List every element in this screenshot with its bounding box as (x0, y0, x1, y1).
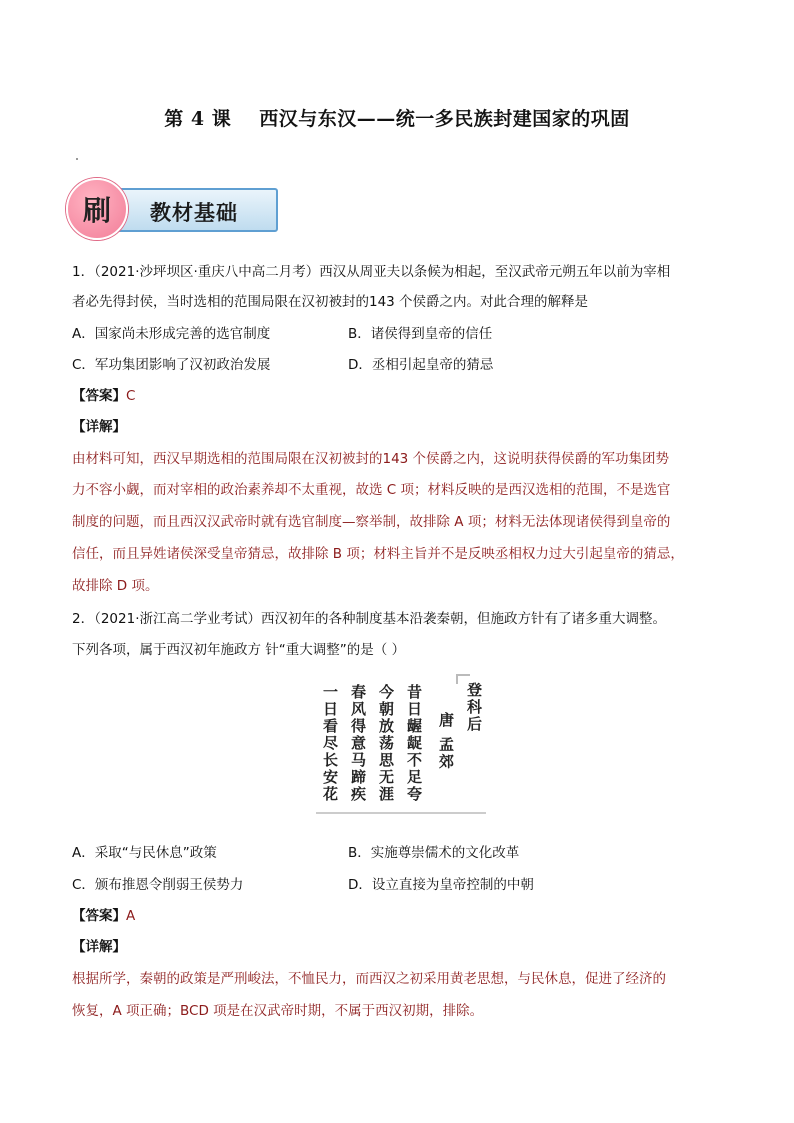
q2-option-c: C．颁布推恩令削弱王侯势力 (72, 877, 244, 893)
q2-stem-line2: 下列各项，属于西汉初年施政方 针“重大调整”的是（ ） (72, 642, 406, 658)
poem-line3: 春风得意马蹄疾 (349, 684, 367, 803)
q2-option-a: A．采取“与民休息”政策 (72, 845, 217, 861)
poem-author: 唐 孟郊 (437, 712, 455, 771)
q1-stem-line2: 者必先得封侯，当时选相的范围局限在汉初被封的143 个侯爵之内。对此合理的解释是 (72, 294, 589, 310)
stray-dot (76, 158, 78, 160)
q1-answer-label: 【答案】 (72, 388, 126, 404)
q1-detail-line4: 信任，而且异姓诸侯深受皇帝猜忌，故排除 B 项；材料主旨并不是反映丞相权力过大引起皇帝的猜忌， (72, 546, 684, 562)
page-title (0, 104, 794, 131)
poem-title: 登科后 (465, 682, 483, 733)
q2-stem-line1: 2．（2021·浙江高二学业考试）西汉初年的各种制度基本沿袭秦朝，但施政方针有了诸多重大调整。 (72, 611, 666, 627)
q1-detail-label: 【详解】 (72, 419, 126, 435)
lesson-topic: 西汉与东汉——统一多民族封建国家的巩固 (259, 108, 630, 130)
q1-option-d: D．丞相引起皇帝的猜忌 (348, 357, 494, 373)
badge-text: 刷 (82, 194, 111, 227)
q2-option-b: B．实施尊崇儒术的文化改革 (348, 845, 520, 861)
poem-line4: 一日看尽长安花 (321, 684, 339, 803)
q1-answer-value: C (126, 388, 136, 404)
poem-image (306, 672, 496, 818)
banner-badge (66, 178, 128, 240)
q2-detail-line1: 根据所学，秦朝的政策是严刑峻法，不恤民力，而西汉之初采用黄老思想，与民休息，促进了经济的 (72, 971, 666, 987)
q2-detail-line2: 恢复，A 项正确；BCD 项是在汉武帝时期，不属于西汉初期，排除。 (72, 1003, 484, 1019)
q1-answer (72, 386, 135, 406)
q1-stem-line1: 1．（2021·沙坪坝区·重庆八中高二月考）西汉从周亚夫以条候为相起，至汉武帝元朔五年以前为宰相 (72, 264, 671, 280)
q1-detail-line5: 故排除 D 项。 (72, 578, 159, 594)
q1-detail-line3: 制度的问题，而且西汉汉武帝时就有选官制度—察举制，故排除 A 项；材料无法体现诸侯得到皇帝的 (72, 514, 671, 530)
section-banner (62, 178, 280, 240)
q2-answer-label: 【答案】 (72, 908, 126, 924)
banner-label: 教材基础 (150, 200, 238, 225)
q1-option-a: A．国家尚未形成完善的选官制度 (72, 326, 271, 342)
q1-option-c: C．军功集团影响了汉初政治发展 (72, 357, 271, 373)
q1-options-row1 (72, 324, 270, 344)
q2-answer-value: A (126, 908, 136, 924)
q2-detail-label: 【详解】 (72, 939, 126, 955)
q2-option-d: D．设立直接为皇帝控制的中朝 (348, 877, 534, 893)
poem-bottom-smudge (316, 812, 486, 814)
poem-line1: 昔日龌龊不足夸 (405, 684, 423, 803)
q2-answer (72, 906, 135, 926)
poem-line2: 今朝放荡思无涯 (377, 684, 395, 803)
q1-detail-line1: 由材料可知，西汉早期选相的范围局限在汉初被封的143 个侯爵之内，这说明获得侯爵的军功集团势 (72, 451, 670, 467)
q1-option-b: B．诸侯得到皇帝的信任 (348, 326, 493, 342)
q1-detail-line2: 力不容小觑，而对宰相的政治素养却不太重视，故选 C 项；材料反映的是西汉选相的范围，不是选官 (72, 482, 671, 498)
lesson-number: 第 4 课 (164, 108, 232, 130)
